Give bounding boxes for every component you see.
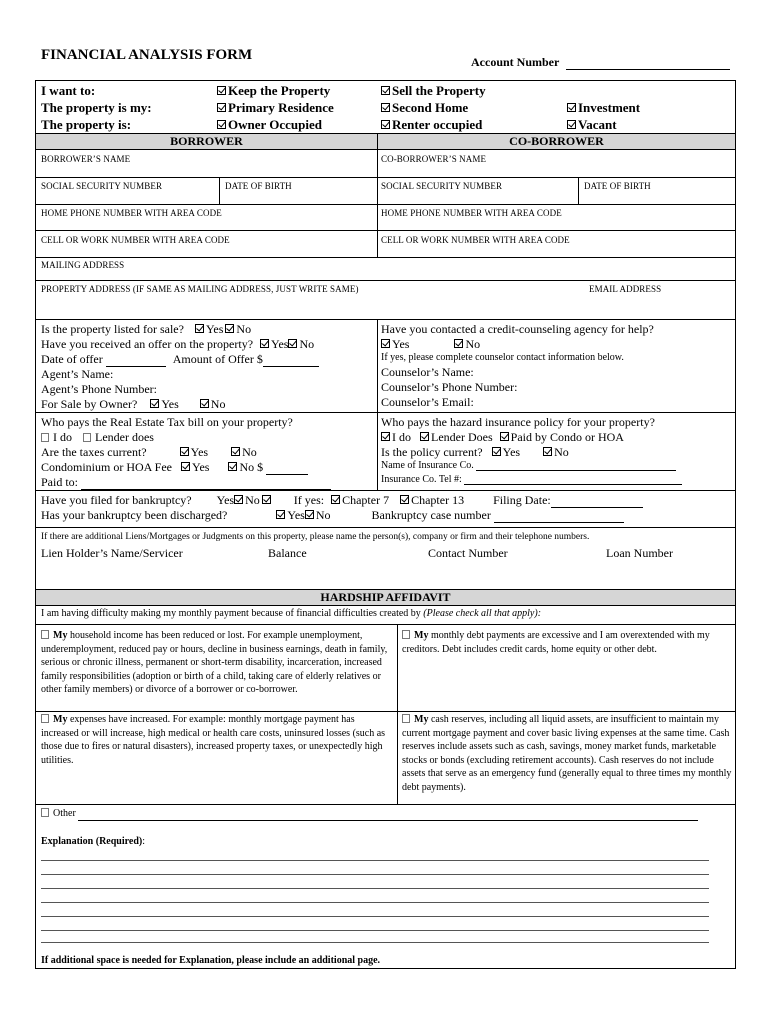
bankruptcy-yes-checkbox[interactable] <box>234 495 243 504</box>
condo-fee-yes[interactable] <box>181 462 190 471</box>
borrower-ssn-field[interactable]: SOCIAL SECURITY NUMBER <box>41 181 163 191</box>
insurance-tel-input[interactable] <box>464 476 682 485</box>
fsbo-question: For Sale by Owner? Yes No <box>41 397 226 411</box>
account-number-label: Account Number <box>471 55 560 69</box>
co-borrower-name-field[interactable]: CO-BORROWER’S NAME <box>381 154 487 164</box>
income-reduced-item[interactable]: My household income has been reduced or lost. For example unemployment, underemployment, reduced pay or hours, decline in business earnings, death in family, serious or chronic illness, permanent or short-term disability, incarceration, increased family responsibilities (adoption or birth of a child, taking care of elderly relatives or other family members) or divorce of a borrower or co-borrower. <box>41 630 388 695</box>
co-borrower-cell-phone-field[interactable]: CELL OR WORK NUMBER WITH AREA CODE <box>381 235 570 245</box>
condo-fee-question: Condominium or HOA Fee Yes No $ <box>41 460 308 475</box>
lien-contact-label: Contact Number <box>428 546 508 560</box>
explanation-label: Explanation (Required): <box>41 836 146 847</box>
taxes-current-question: Are the taxes current? Yes No <box>41 445 257 459</box>
offer-question: Have you received an offer on the property? Yes No <box>41 337 315 351</box>
owner-option[interactable]: Owner Occupied <box>217 116 322 133</box>
listed-no-checkbox[interactable] <box>225 324 234 333</box>
checkbox-icon[interactable] <box>567 120 576 129</box>
agent-name-label[interactable]: Agent’s Name: <box>41 367 114 381</box>
counsel-if-yes: If yes, please complete counselor contact information below. <box>381 352 624 363</box>
bankruptcy-discharged-row: Has your bankruptcy been discharged? Yes No Bankruptcy case number <box>41 508 624 523</box>
co-borrower-dob-field[interactable]: DATE OF BIRTH <box>584 181 651 191</box>
other-checkbox[interactable] <box>41 808 49 817</box>
discharged-yes-checkbox[interactable] <box>276 510 285 519</box>
chapter13-checkbox[interactable] <box>400 495 409 504</box>
explanation-line[interactable] <box>41 916 709 917</box>
filing-date-input[interactable] <box>551 497 643 508</box>
debt-excessive-item[interactable]: My monthly debt payments are excessive and I am overextended with my creditors. Debt includes credit cards, home equity or other debt. <box>402 630 710 655</box>
bankruptcy-no-checkbox[interactable] <box>262 495 271 504</box>
expenses-increased-item[interactable]: My expenses have increased. For example: monthly mortgage payment has increased or will increase, high medical or health care costs, uninsured losses (such as those due to fires or natural disasters), increased property taxes, or unexpectedly high utilities. <box>41 714 386 766</box>
tax-i-do-checkbox[interactable] <box>41 433 49 442</box>
offer-no-checkbox[interactable] <box>288 339 297 348</box>
checkbox-icon[interactable] <box>217 86 226 95</box>
borrower-cell-phone-field[interactable]: CELL OR WORK NUMBER WITH AREA CODE <box>41 235 230 245</box>
checkbox-icon[interactable] <box>217 103 226 112</box>
borrower-name-field[interactable]: BORROWER’S NAME <box>41 154 131 164</box>
primary-option[interactable]: Primary Residence <box>217 99 334 116</box>
vacant-option[interactable]: Vacant <box>567 116 617 133</box>
renter-option[interactable]: Renter occupied <box>381 116 482 133</box>
agent-phone-label[interactable]: Agent’s Phone Number: <box>41 382 157 396</box>
explanation-line[interactable] <box>41 874 709 875</box>
borrower-header: BORROWER <box>36 133 377 150</box>
income-checkbox[interactable] <box>41 630 49 639</box>
account-number-field <box>471 55 730 70</box>
paid-to-field: Paid to: <box>41 475 331 490</box>
insurance-question: Who pays the hazard insurance policy for your property? <box>381 415 655 429</box>
lien-holder-label: Lien Holder’s Name/Servicer <box>41 546 183 560</box>
investment-option[interactable]: Investment <box>567 99 640 116</box>
offer-details: Date of offer Amount of Offer $ <box>41 352 319 367</box>
expenses-checkbox[interactable] <box>41 714 49 723</box>
financial-analysis-form <box>35 80 736 969</box>
other-input[interactable] <box>78 811 698 821</box>
policy-current-no[interactable] <box>543 447 552 456</box>
counsel-no-checkbox[interactable] <box>454 339 463 348</box>
insurance-tel-field: Insurance Co. Tel #: <box>381 474 682 485</box>
counselor-phone-label[interactable]: Counselor’s Phone Number: <box>381 380 518 394</box>
tax-question: Who pays the Real Estate Tax bill on your property? <box>41 415 293 429</box>
property-my-label: The property is my: <box>41 100 152 115</box>
taxes-current-yes[interactable] <box>180 447 189 456</box>
counselor-name-label[interactable]: Counselor’s Name: <box>381 365 474 379</box>
amount-offer-input[interactable] <box>263 356 319 367</box>
property-address-field[interactable]: PROPERTY ADDRESS (IF SAME AS MAILING ADDRESS, JUST WRITE SAME) <box>41 284 359 294</box>
co-borrower-ssn-field[interactable]: SOCIAL SECURITY NUMBER <box>381 181 503 191</box>
insurance-lender-checkbox[interactable] <box>420 432 429 441</box>
mailing-address-field[interactable]: MAILING ADDRESS <box>41 260 125 270</box>
checkbox-icon[interactable] <box>381 120 390 129</box>
cash-reserves-item[interactable]: My cash reserves, including all liquid assets, are insufficient to maintain my current mortgage payment and cover basic living expenses at the same time. Cash reserves include assets such as cash, savings, money market funds, marketable stocks or bonds (excluding retirement accounts). Cash reserves do not include assets that serve as an emergency fund (generally equal to three times my monthly debt payments). <box>402 714 732 793</box>
checkbox-icon[interactable] <box>217 120 226 129</box>
date-offer-input[interactable] <box>106 356 166 367</box>
insurance-name-input[interactable] <box>476 462 676 471</box>
counsel-question: Have you contacted a credit-counseling agency for help? <box>381 322 654 336</box>
borrower-dob-field[interactable]: DATE OF BIRTH <box>225 181 292 191</box>
tax-lender-checkbox[interactable] <box>83 433 91 442</box>
policy-current-question: Is the policy current? Yes No <box>381 445 569 459</box>
debt-checkbox[interactable] <box>402 630 410 639</box>
insurance-condo-checkbox[interactable] <box>500 432 509 441</box>
counsel-yes-checkbox[interactable] <box>381 339 390 348</box>
checkbox-icon[interactable] <box>567 103 576 112</box>
chapter7-checkbox[interactable] <box>331 495 340 504</box>
checkbox-icon[interactable] <box>381 86 390 95</box>
hardship-header: HARDSHIP AFFIDAVIT <box>36 589 735 606</box>
listed-yes-checkbox[interactable] <box>195 324 204 333</box>
listed-question: Is the property listed for sale? Yes No <box>41 322 252 336</box>
cash-checkbox[interactable] <box>402 714 410 723</box>
bankruptcy-filed-row: Have you filed for bankruptcy? Yes No If yes: Chapter 7 Chapter 13 Filing Date: <box>41 493 643 508</box>
sell-option[interactable]: Sell the Property <box>381 82 486 99</box>
co-borrower-header: CO-BORROWER <box>377 133 735 150</box>
property-is-label: The property is: <box>41 117 132 132</box>
explanation-line[interactable] <box>41 930 709 931</box>
other-item[interactable]: Other <box>41 807 698 821</box>
explanation-line[interactable] <box>41 888 709 889</box>
hardship-intro: I am having difficulty making my monthly payment because of financial difficulties created by (Please check all that apply): <box>41 608 542 619</box>
email-address-field[interactable]: EMAIL ADDRESS <box>589 284 662 294</box>
offer-yes-checkbox[interactable] <box>260 339 269 348</box>
discharged-no-checkbox[interactable] <box>305 510 314 519</box>
counsel-options: Yes No <box>381 337 480 352</box>
borrower-home-phone-field[interactable]: HOME PHONE NUMBER WITH AREA CODE <box>41 208 222 218</box>
paid-to-input[interactable] <box>81 479 331 490</box>
checkbox-icon[interactable] <box>381 103 390 112</box>
fsbo-no-checkbox[interactable] <box>200 399 209 408</box>
account-number-input[interactable] <box>566 58 730 70</box>
case-number-input[interactable] <box>494 512 624 523</box>
policy-current-yes[interactable] <box>492 447 501 456</box>
want-label: I want to: <box>41 83 96 98</box>
explanation-line[interactable] <box>41 942 709 943</box>
condo-fee-no[interactable] <box>228 462 237 471</box>
explanation-line[interactable] <box>41 860 709 861</box>
counselor-email-label[interactable]: Counselor’s Email: <box>381 395 474 409</box>
insurance-options: I do Lender Does Paid by Condo or HOA <box>381 430 624 445</box>
second-option[interactable]: Second Home <box>381 99 468 116</box>
insurance-i-do-checkbox[interactable] <box>381 432 390 441</box>
tax-options: I do Lender does <box>41 430 154 445</box>
taxes-current-no[interactable] <box>231 447 240 456</box>
liens-note: If there are additional Liens/Mortgages or Judgments on this property, please name the person(s), company or firm and their telephone numbers. <box>41 532 590 542</box>
co-borrower-home-phone-field[interactable]: HOME PHONE NUMBER WITH AREA CODE <box>381 208 562 218</box>
condo-fee-input[interactable] <box>266 464 308 475</box>
explanation-line[interactable] <box>41 902 709 903</box>
keep-option[interactable]: Keep the Property <box>217 82 330 99</box>
form-title: FINANCIAL ANALYSIS FORM <box>41 47 253 63</box>
lien-loan-label: Loan Number <box>606 546 673 560</box>
fsbo-yes-checkbox[interactable] <box>150 399 159 408</box>
explanation-footer: If additional space is needed for Explanation, please include an additional page. <box>41 955 381 966</box>
lien-balance-label: Balance <box>268 546 307 560</box>
insurance-name-field: Name of Insurance Co. <box>381 460 676 471</box>
